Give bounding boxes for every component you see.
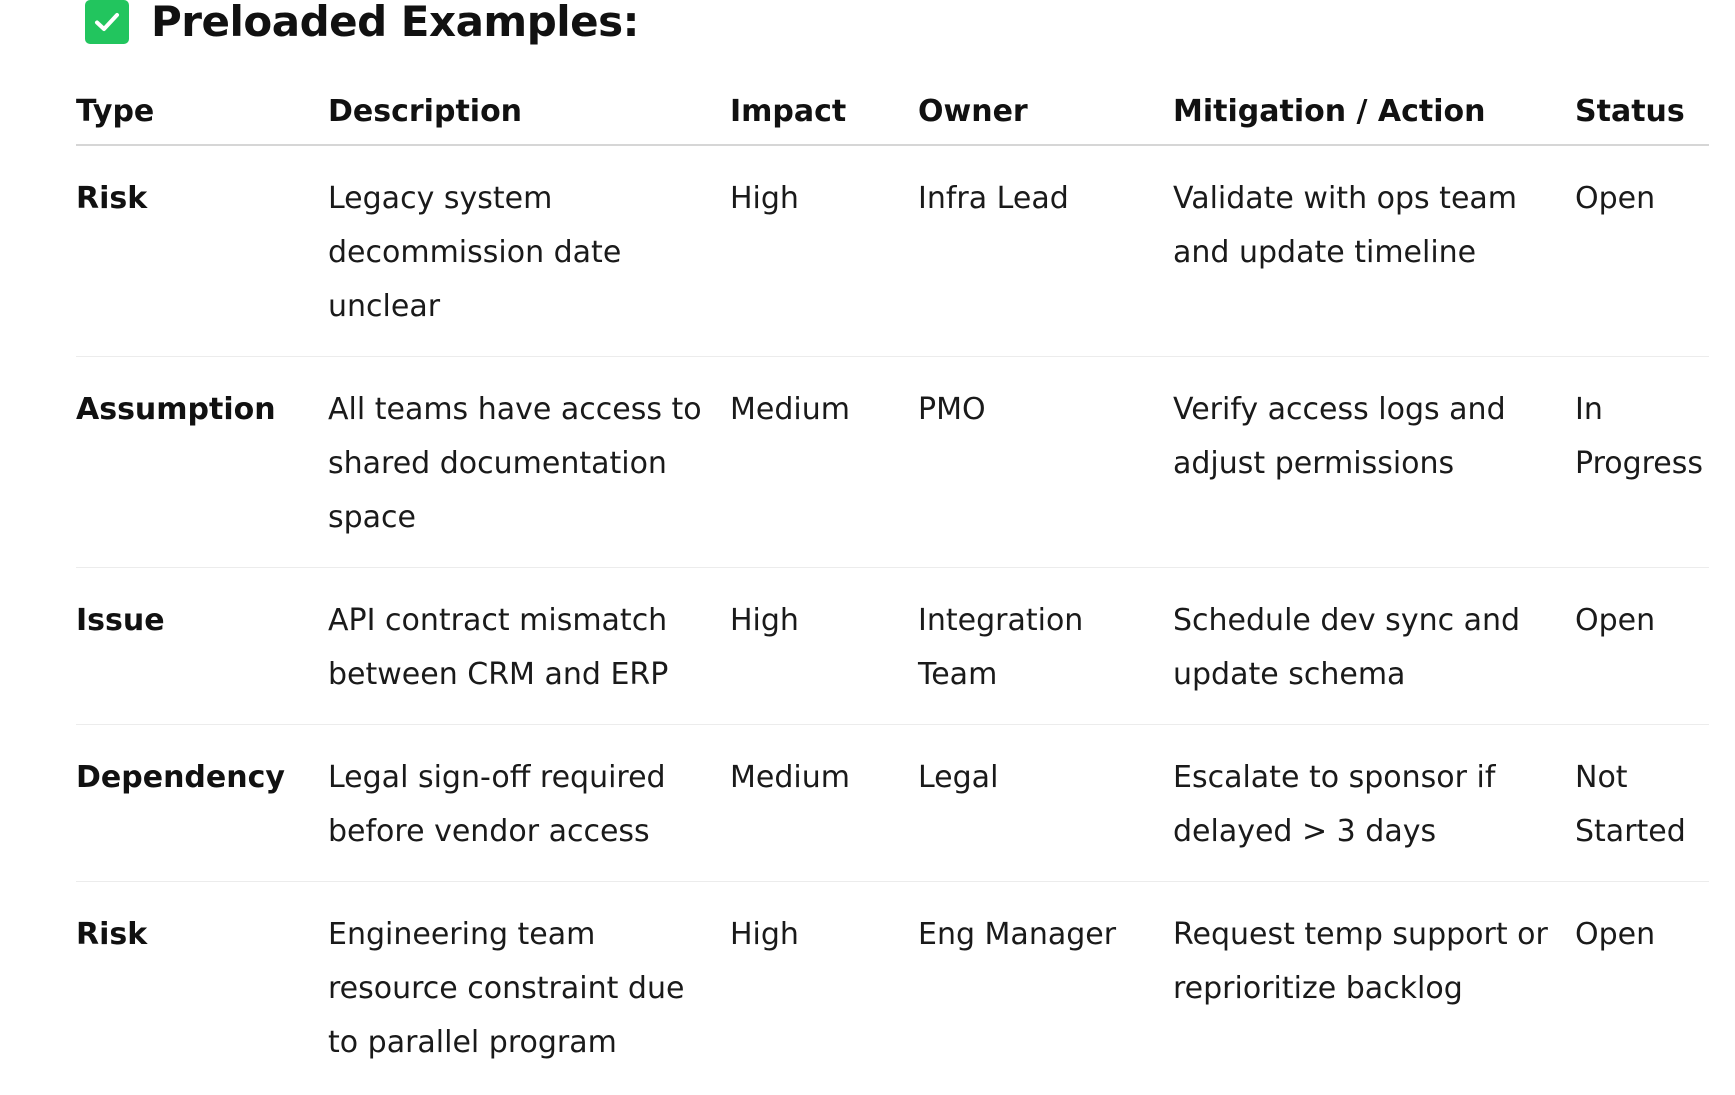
- table-row: [76, 568, 1709, 725]
- cell-type: Risk: [76, 145, 328, 357]
- cell-description: API contract mismatch between CRM and ERP: [328, 568, 730, 725]
- column-header-type: Type: [76, 78, 328, 145]
- cell-impact: High: [730, 917, 799, 952]
- cell-mitigation: Validate with ops team and update timeline: [1173, 145, 1575, 357]
- cell-type: Issue: [76, 568, 328, 725]
- cell-owner: Integration Team: [918, 568, 1173, 725]
- column-header-owner: Owner: [918, 78, 1173, 145]
- cell-mitigation: Escalate to sponsor if delayed > 3 days: [1173, 725, 1575, 882]
- table-row: [76, 357, 1709, 568]
- cell-type: Risk: [76, 917, 148, 952]
- section-title: Preloaded Examples:: [151, 0, 639, 46]
- cell-impact: High: [730, 145, 918, 357]
- cell-description: All teams have access to shared documentation space: [328, 357, 730, 568]
- table-row: [76, 725, 1709, 882]
- section-heading: [85, 0, 639, 44]
- column-header-description: Description: [328, 78, 730, 145]
- cell-status: Open: [1575, 145, 1709, 357]
- cell-owner: Legal: [918, 725, 1173, 882]
- cell-owner: Infra Lead: [918, 145, 1173, 357]
- cell-type: Dependency: [76, 725, 328, 882]
- cell-impact: Medium: [730, 357, 918, 568]
- cell-owner: Eng Manager: [918, 917, 1117, 952]
- cell-mitigation: Schedule dev sync and update schema: [1173, 568, 1575, 725]
- table-header-row: [76, 78, 1709, 145]
- risk-register-table: [76, 78, 1709, 1092]
- cell-type: Assumption: [76, 357, 328, 568]
- cell-mitigation: Verify access logs and adjust permissions: [1173, 357, 1575, 568]
- column-header-status: Status: [1575, 78, 1709, 145]
- cell-status: Open: [1575, 917, 1656, 952]
- cell-impact: Medium: [730, 725, 918, 882]
- cell-status: Open: [1575, 568, 1709, 725]
- table-row: [76, 882, 1709, 1093]
- cell-description: Engineering team resource constraint due to parallel program: [328, 917, 685, 1060]
- column-header-impact: Impact: [730, 78, 918, 145]
- cell-impact: High: [730, 568, 918, 725]
- cell-status: Not Started: [1575, 725, 1709, 882]
- cell-description: Legacy system decommission date unclear: [328, 145, 730, 357]
- cell-owner: PMO: [918, 357, 1173, 568]
- column-header-mitigation: Mitigation / Action: [1173, 78, 1575, 145]
- check-box-icon: [85, 0, 129, 44]
- cell-status: In Progress: [1575, 357, 1709, 568]
- cell-mitigation: Request temp support or reprioritize backlog: [1173, 917, 1548, 1006]
- table-row: [76, 145, 1709, 357]
- cell-description: Legal sign-off required before vendor access: [328, 725, 730, 882]
